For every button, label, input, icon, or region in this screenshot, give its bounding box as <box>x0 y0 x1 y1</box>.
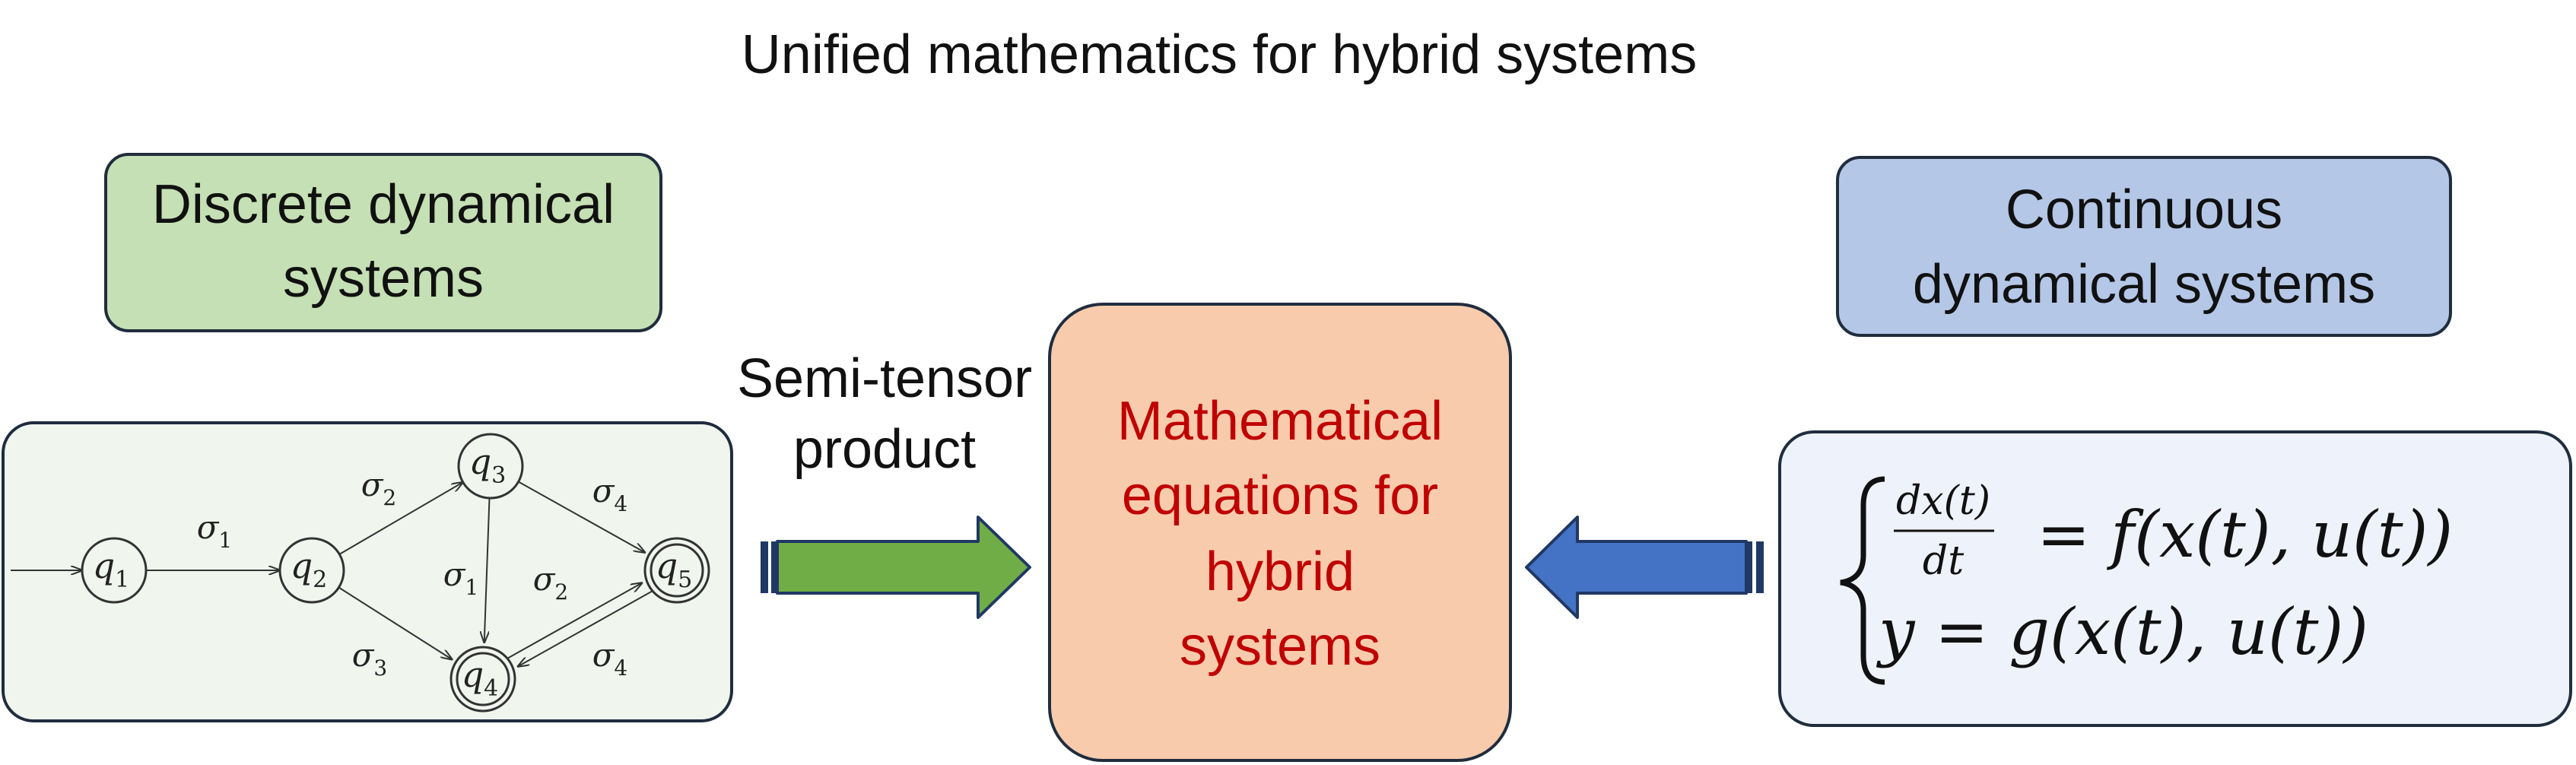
semi-tensor-line-1: Semi-tensor <box>736 348 1033 409</box>
state-label: $q_2$ <box>290 545 328 593</box>
continuous-line-2: dynamical systems <box>1912 254 2376 315</box>
state-label: $q_5$ <box>655 545 693 593</box>
equations-panel <box>1780 432 2571 725</box>
discrete-line-1: Discrete dynamical <box>151 174 615 235</box>
center-line-3: hybrid <box>1205 541 1355 602</box>
state-q5 <box>645 538 709 602</box>
center-line-2: equations for <box>1121 465 1439 526</box>
center-line-4: systems <box>1179 616 1381 677</box>
state-label: $q_3$ <box>469 441 507 489</box>
green-right-arrow <box>761 517 1030 617</box>
equation-1-rhs: = f(x(t), u(t)) <box>2037 497 2454 572</box>
derivative-numerator: dx(t) <box>1895 478 1991 524</box>
equation-2: y = g(x(t), u(t)) <box>1879 595 2369 669</box>
state-q3 <box>459 434 523 498</box>
transition-label: $\sigma_4$ <box>592 636 628 681</box>
continuous-line-1: Continuous <box>2005 179 2283 240</box>
transition-label: $\sigma_3$ <box>351 636 388 681</box>
semi-tensor-line-2: product <box>792 419 977 480</box>
state-q4 <box>451 647 515 711</box>
transition-label: $\sigma_4$ <box>592 472 628 516</box>
transition-label: $\sigma_1$ <box>443 556 479 600</box>
state-q1 <box>82 538 146 602</box>
diagram-title: Unified mathematics for hybrid systems <box>741 24 1698 85</box>
blue-left-arrow <box>1526 517 1764 617</box>
state-label: $q_1$ <box>92 545 130 593</box>
derivative-denominator: dt <box>1922 538 1965 584</box>
discrete-line-2: systems <box>282 248 484 309</box>
continuous-systems-box <box>1838 157 2451 335</box>
transition-label: $\sigma_1$ <box>196 509 233 553</box>
state-label: $q_4$ <box>461 654 499 702</box>
transition-label: $\sigma_2$ <box>361 466 397 510</box>
discrete-systems-box <box>106 154 661 331</box>
center-line-1: Mathematical <box>1116 391 1444 452</box>
transition-label: $\sigma_2$ <box>532 560 569 605</box>
state-q2 <box>280 538 344 602</box>
center-equations-box <box>1050 304 1510 760</box>
